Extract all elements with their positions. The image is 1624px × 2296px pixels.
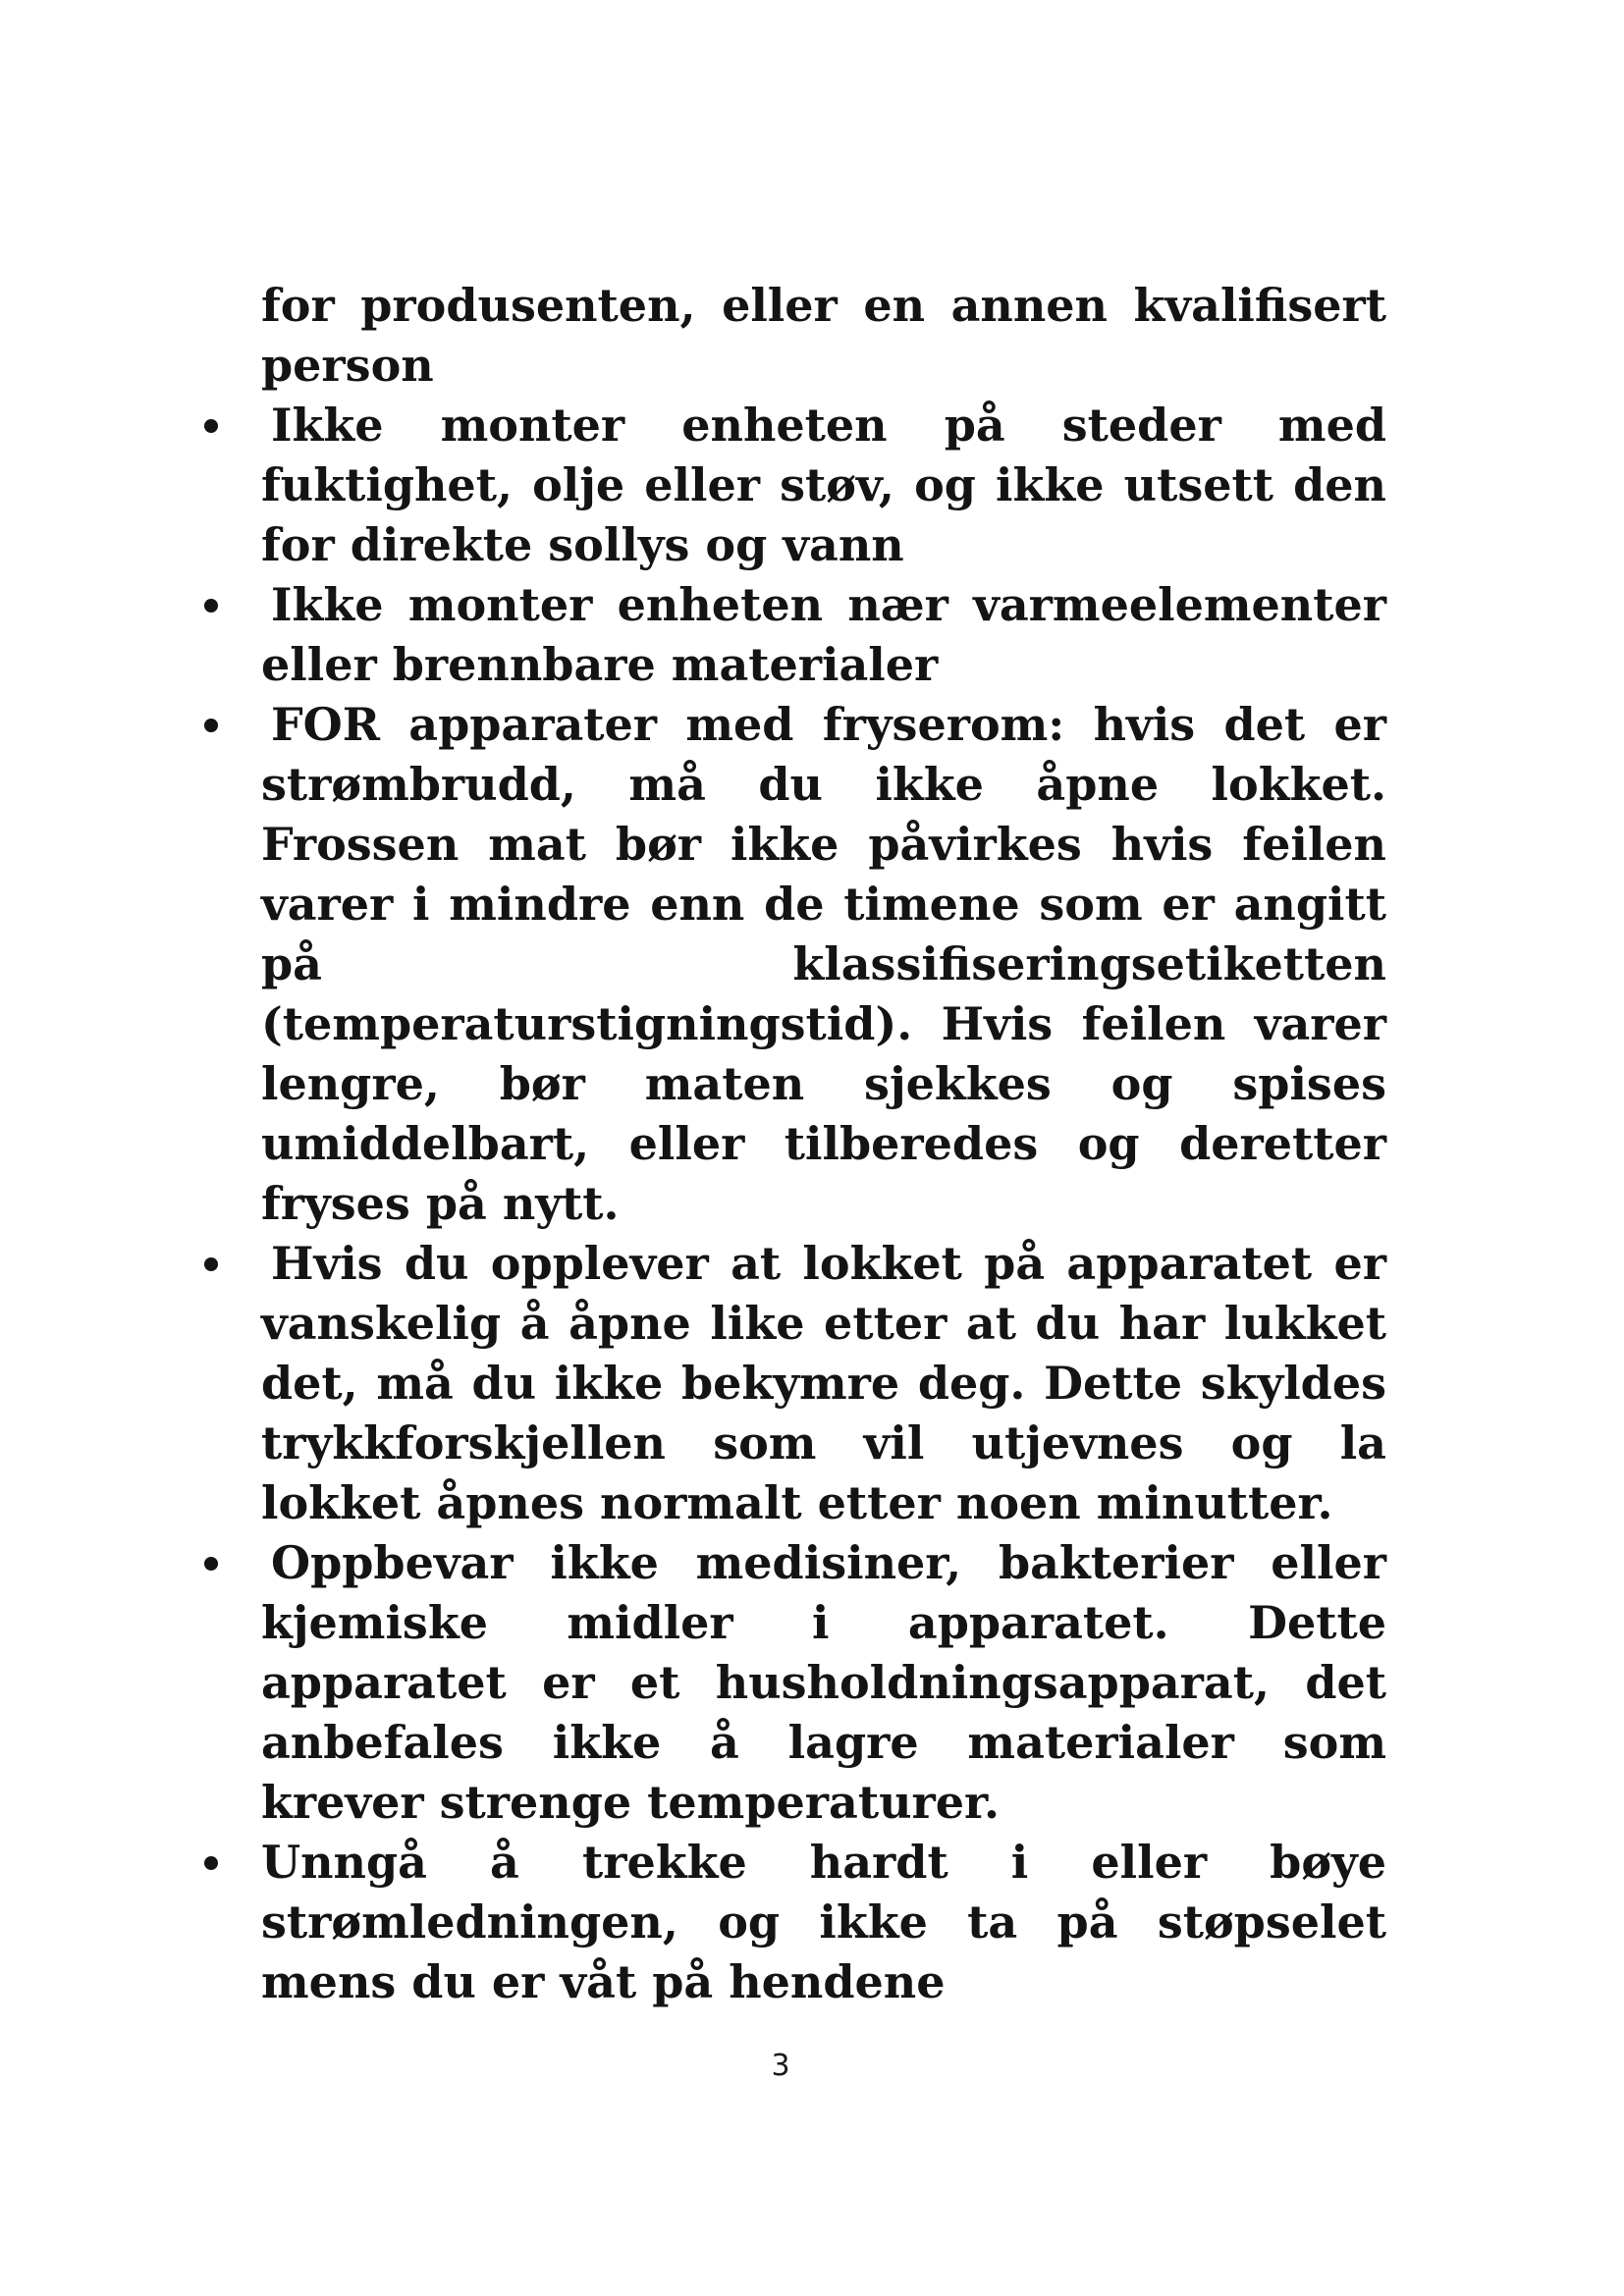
bullet-icon (192, 1533, 232, 1593)
bullet-icon (192, 1833, 232, 1893)
list-item (261, 1833, 1386, 2012)
list-item (261, 1533, 1386, 1833)
bullet-icon (192, 695, 232, 755)
page-number: 3 (771, 2049, 790, 2083)
continuation-paragraph: for produsenten, eller en annen kvalifisert person (261, 279, 1386, 392)
bullet-icon (192, 1234, 232, 1294)
list-item-text: Ikke monter enheten på steder med fuktighet, olje eller støv, og ikke utsett den for direkte sollys og vann (261, 399, 1386, 571)
list-item-text: Ikke monter enheten nær varmeelementer eller brennbare materialer (261, 578, 1386, 691)
list-item-text: Oppbevar ikke medisiner, bakterier eller kjemiske midler i apparatet. Dette apparatet er et husholdningsapparat, det anbefales ikke å lagre materialer som krever strenge temperaturer. (261, 1536, 1386, 1829)
safety-list (261, 396, 1386, 2012)
list-item-text: FOR apparater med fryserom: hvis det er strømbrudd, må du ikke åpne lokket. Frossen mat bør ikke påvirkes hvis feilen varer i mindre enn de timene som er angitt på klassifiseringsetiketten (temperaturstigningstid). Hvis feilen varer lengre, bør maten sjekkes og spises umiddelbart, eller tilberedes og deretter fryses på nytt. (261, 698, 1386, 1230)
bullet-icon (192, 575, 232, 635)
list-item (261, 1234, 1386, 1533)
list-item (261, 575, 1386, 695)
list-item (261, 695, 1386, 1234)
list-item-text: Hvis du opplever at lokket på apparatet er vanskelig å åpne like etter at du har lukket det, må du ikke bekymre deg. Dette skyldes trykkforskjellen som vil utjevnes og la lokket åpnes normalt etter noen minutter. (261, 1237, 1386, 1529)
body-text (261, 276, 1386, 2012)
list-item-text: Unngå å trekke hardt i eller bøye strømledningen, og ikke ta på støpselet mens du er våt på hendene (261, 1836, 1386, 2008)
list-item (261, 396, 1386, 575)
bullet-icon (192, 396, 232, 455)
